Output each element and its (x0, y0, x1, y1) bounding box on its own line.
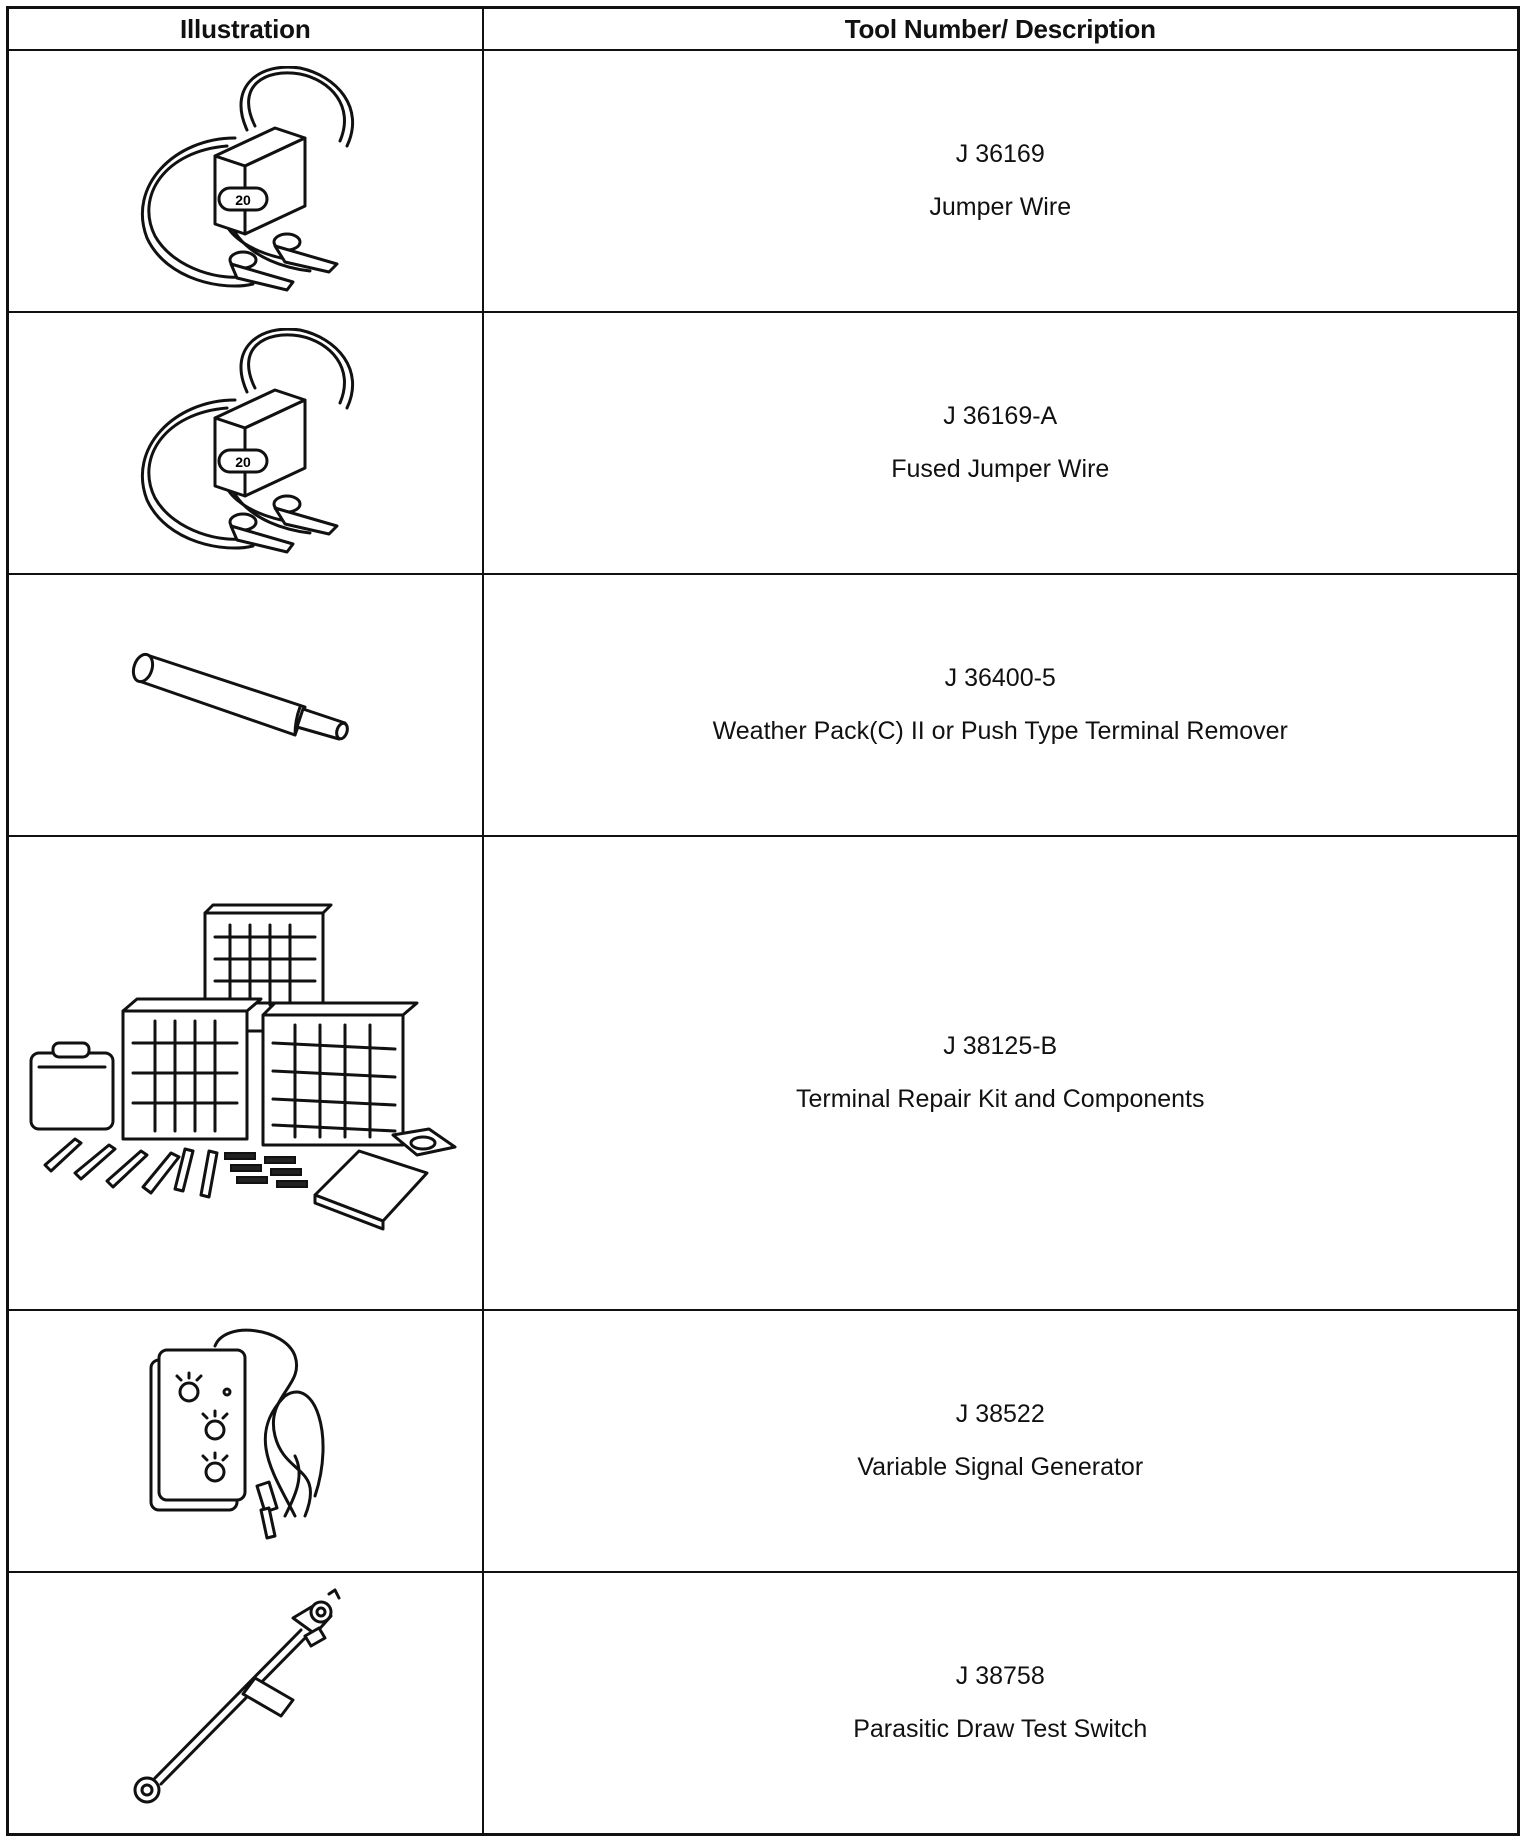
description-cell (483, 836, 1519, 1310)
table-row (8, 50, 1519, 312)
illustration-cell (8, 574, 483, 836)
illustration-cell (8, 312, 483, 574)
special-tools-table (6, 6, 1520, 1836)
table-row (8, 312, 1519, 574)
terminal-remover-icon (125, 635, 365, 775)
description-cell (483, 574, 1519, 836)
table-row (8, 1310, 1519, 1572)
tool-number: J 38125-B (943, 1032, 1058, 1060)
fuse-label: 20 (235, 454, 252, 470)
tool-description: Parasitic Draw Test Switch (853, 1714, 1148, 1743)
tool-description: Terminal Repair Kit and Components (795, 1085, 1205, 1113)
tool-number: J 38522 (955, 1400, 1045, 1428)
tool-number: J 38758 (955, 1661, 1045, 1690)
tool-description: Jumper Wire (929, 193, 1072, 221)
illustration-cell (8, 1310, 483, 1572)
illustration-cell (8, 836, 483, 1310)
tool-description: Variable Signal Generator (857, 1453, 1144, 1481)
illustration-cell (8, 50, 483, 312)
table-row (8, 1572, 1519, 1834)
tool-number: J 36169-A (943, 402, 1058, 430)
description-cell (483, 1310, 1519, 1572)
test-switch-icon (125, 1588, 365, 1818)
tool-description: Fused Jumper Wire (891, 455, 1110, 483)
fused-jumper-wire-icon (115, 328, 375, 558)
header-illustration: Illustration (8, 8, 483, 51)
tool-number: J 36400-5 (944, 664, 1056, 692)
illustration-cell (8, 1572, 483, 1834)
description-cell (483, 50, 1519, 312)
jumper-wire-icon (115, 66, 375, 296)
table-row (8, 574, 1519, 836)
header-tool-number-description: Tool Number/ Description (483, 8, 1519, 51)
signal-generator-icon (145, 1326, 345, 1556)
terminal-repair-kit-icon (25, 903, 465, 1243)
table-row (8, 836, 1519, 1310)
fuse-label: 20 (235, 192, 252, 208)
tool-number: J 36169 (955, 140, 1045, 168)
header-row (8, 8, 1519, 51)
description-cell (483, 1572, 1519, 1834)
tool-description: Weather Pack(C) II or Push Type Terminal Remover (712, 717, 1288, 745)
description-cell (483, 312, 1519, 574)
